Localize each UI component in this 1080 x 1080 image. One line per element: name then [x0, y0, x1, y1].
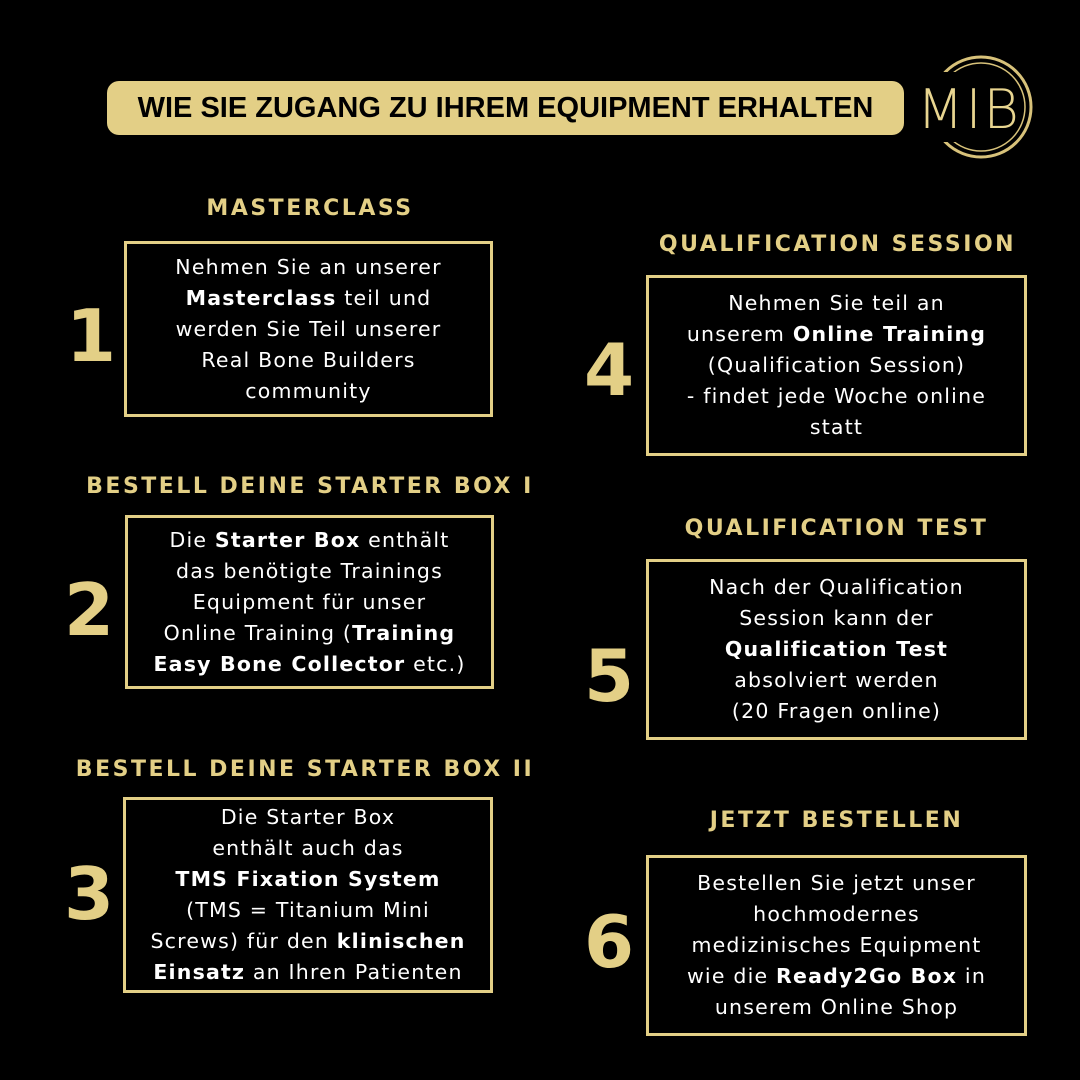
bold-text: Easy Bone Collector — [153, 651, 406, 676]
step-3-text: Die Starter Box enthält auch das TMS Fixation System (TMS = Titanium Mini Screws) für den klinischen Einsatz an Ihren Patienten — [150, 805, 466, 984]
step-3-number: 3 — [58, 850, 120, 938]
title-banner — [107, 81, 904, 135]
bold-text: klinischen — [336, 929, 466, 953]
step-6-heading: JETZT BESTELLEN — [709, 808, 964, 833]
step-2-number: 2 — [58, 566, 120, 654]
step-2-heading: BESTELL DEINE STARTER BOX I — [86, 474, 534, 499]
step-1-heading: MASTERCLASS — [206, 196, 414, 221]
page-title: WIE SIE ZUGANG ZU IHREM EQUIPMENT ERHALTEN — [137, 91, 874, 124]
step-5-text: Nach der Qualification Session kann der Qualification Test absolviert werden (20 Fragen online) — [709, 575, 964, 723]
step-1-box — [124, 241, 493, 417]
step-6-number: 6 — [578, 898, 640, 986]
step-5-number: 5 — [578, 632, 640, 720]
step-1-text: Nehmen Sie an unserer Masterclass teil und werden Sie Teil unserer Real Bone Builders community — [175, 254, 442, 403]
bold-text: Masterclass — [185, 285, 337, 310]
bold-text: TMS Fixation System — [175, 867, 441, 891]
step-4-text: Nehmen Sie teil an unserem Online Training (Qualification Session) - findet jede Woche online statt — [686, 291, 987, 439]
svg-text:MIB: MIB — [917, 78, 1021, 141]
step-3-box — [123, 797, 493, 993]
step-4-number: 4 — [578, 326, 640, 414]
step-1-number: 1 — [60, 292, 122, 380]
step-3-heading: BESTELL DEINE STARTER BOX II — [75, 757, 535, 782]
bold-text: Online Training — [792, 322, 987, 346]
step-2-box — [125, 515, 494, 689]
bold-text: Starter Box — [214, 527, 361, 552]
step-6-box — [646, 855, 1027, 1036]
step-6-text: Bestellen Sie jetzt unser hochmodernes medizinisches Equipment wie die Ready2Go Box in unserem Online Shop — [686, 871, 987, 1019]
bold-text: Ready2Go Box — [776, 964, 958, 988]
bold-text: Qualification Test — [724, 637, 949, 661]
bold-text: Training — [352, 620, 456, 645]
step-5-heading: QUALIFICATION TEST — [684, 516, 989, 541]
step-5-box — [646, 559, 1027, 740]
step-4-heading: QUALIFICATION SESSION — [658, 232, 1017, 257]
mib-logo — [913, 52, 1043, 162]
step-2-text: Die Starter Box enthält das benötigte Trainings Equipment für unser Online Training (Training Easy Bone Collector etc.) — [153, 527, 466, 676]
step-4-box — [646, 275, 1027, 456]
bold-text: Einsatz — [153, 960, 246, 984]
